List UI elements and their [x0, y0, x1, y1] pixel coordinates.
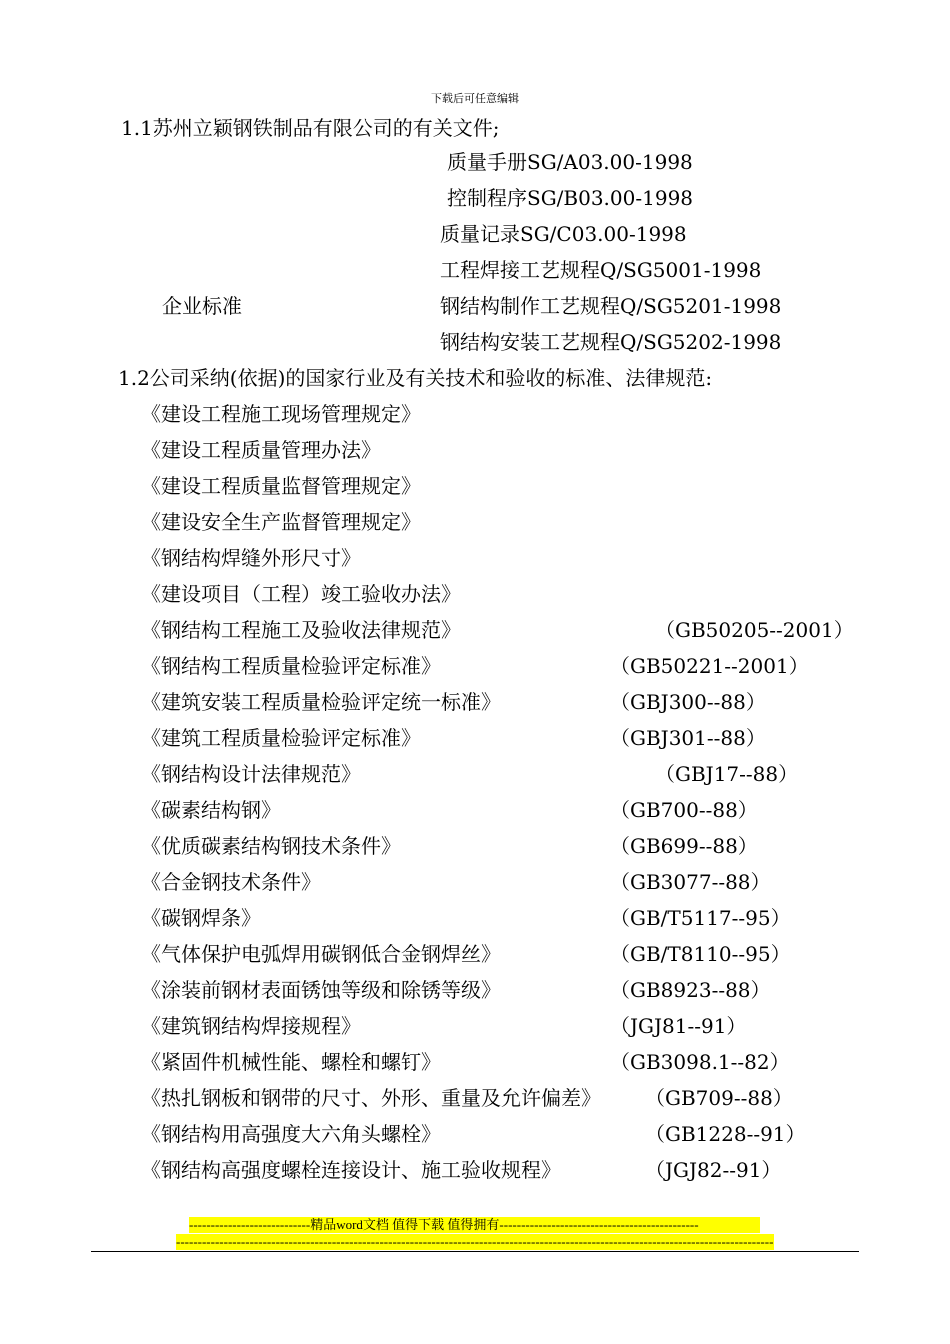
regulation-item: 《建设项目（工程）竣工验收办法》	[141, 582, 461, 606]
standard-name: 《建筑安装工程质量检验评定统一标准》	[141, 690, 501, 714]
standard-name: 《优质碳素结构钢技术条件》	[141, 834, 401, 858]
standard-name: 《钢结构设计法律规范》	[141, 762, 361, 786]
standard-code: （GB50205--2001）	[655, 618, 854, 642]
standard-name: 《碳素结构钢》	[141, 798, 281, 822]
standard-name: 《涂装前钢材表面锈蚀等级和除锈等级》	[141, 978, 501, 1002]
standard-name: 《紧固件机械性能、螺栓和螺钉》	[141, 1050, 441, 1074]
footer-banner: ----------------------------精品word文档 值得下载 值得拥有----------------------------------------------	[189, 1217, 760, 1233]
standard-name: 《热扎钢板和钢带的尺寸、外形、重量及允许偏差》	[141, 1086, 601, 1110]
doc-item: 钢结构制作工艺规程Q/SG5201-1998	[440, 294, 782, 318]
regulation-item: 《建设工程施工现场管理规定》	[141, 402, 421, 426]
group-label: 企业标准	[162, 294, 242, 318]
doc-item: 质量手册SG/A03.00-1998	[447, 150, 693, 174]
regulation-item: 《钢结构焊缝外形尺寸》	[141, 546, 361, 570]
standard-code: （GB/T5117--95）	[610, 906, 791, 930]
standard-name: 《钢结构高强度螺栓连接设计、施工验收规程》	[141, 1158, 561, 1182]
standard-name: 《合金钢技术条件》	[141, 870, 321, 894]
section1-heading: 1.1苏州立颖钢铁制品有限公司的有关文件;	[121, 116, 500, 140]
standard-code: （GB3098.1--82）	[610, 1050, 790, 1074]
standard-code: （GB3077--88）	[610, 870, 771, 894]
footer-divider	[91, 1251, 859, 1252]
footer-dash-line: ------------------------------------------------------------------------------------------------------------------------------------------	[176, 1234, 774, 1249]
doc-item: 质量记录SG/C03.00-1998	[440, 222, 687, 246]
standard-code: （JGJ81--91）	[610, 1014, 747, 1038]
standard-code: （GB8923--88）	[610, 978, 771, 1002]
standard-code: （GB/T8110--95）	[610, 942, 791, 966]
regulation-item: 《建设工程质量监督管理规定》	[141, 474, 421, 498]
standard-code: （GBJ301--88）	[610, 726, 766, 750]
doc-item: 工程焊接工艺规程Q/SG5001-1998	[440, 258, 762, 282]
standard-name: 《气体保护电弧焊用碳钢低合金钢焊丝》	[141, 942, 501, 966]
standard-code: （GB700--88）	[610, 798, 758, 822]
standard-code: （GB1228--91）	[645, 1122, 806, 1146]
standard-code: （GBJ17--88）	[655, 762, 799, 786]
standard-name: 《建筑钢结构焊接规程》	[141, 1014, 361, 1038]
header-note: 下载后可任意编辑	[431, 92, 519, 105]
standard-code: （JGJ82--91）	[645, 1158, 782, 1182]
doc-item: 钢结构安装工艺规程Q/SG5202-1998	[440, 330, 782, 354]
standard-name: 《钢结构工程施工及验收法律规范》	[141, 618, 461, 642]
standard-code: （GB709--88）	[645, 1086, 793, 1110]
regulation-item: 《建设工程质量管理办法》	[141, 438, 381, 462]
standard-code: （GB50221--2001）	[610, 654, 809, 678]
doc-item: 控制程序SG/B03.00-1998	[447, 186, 694, 210]
standard-code: （GB699--88）	[610, 834, 758, 858]
section2-heading: 1.2公司采纳(依据)的国家行业及有关技术和验收的标准、法律规范:	[118, 366, 713, 390]
standard-name: 《钢结构工程质量检验评定标准》	[141, 654, 441, 678]
standard-name: 《钢结构用高强度大六角头螺栓》	[141, 1122, 441, 1146]
standard-code: （GBJ300--88）	[610, 690, 766, 714]
standard-name: 《建筑工程质量检验评定标准》	[141, 726, 421, 750]
regulation-item: 《建设安全生产监督管理规定》	[141, 510, 421, 534]
standard-name: 《碳钢焊条》	[141, 906, 261, 930]
